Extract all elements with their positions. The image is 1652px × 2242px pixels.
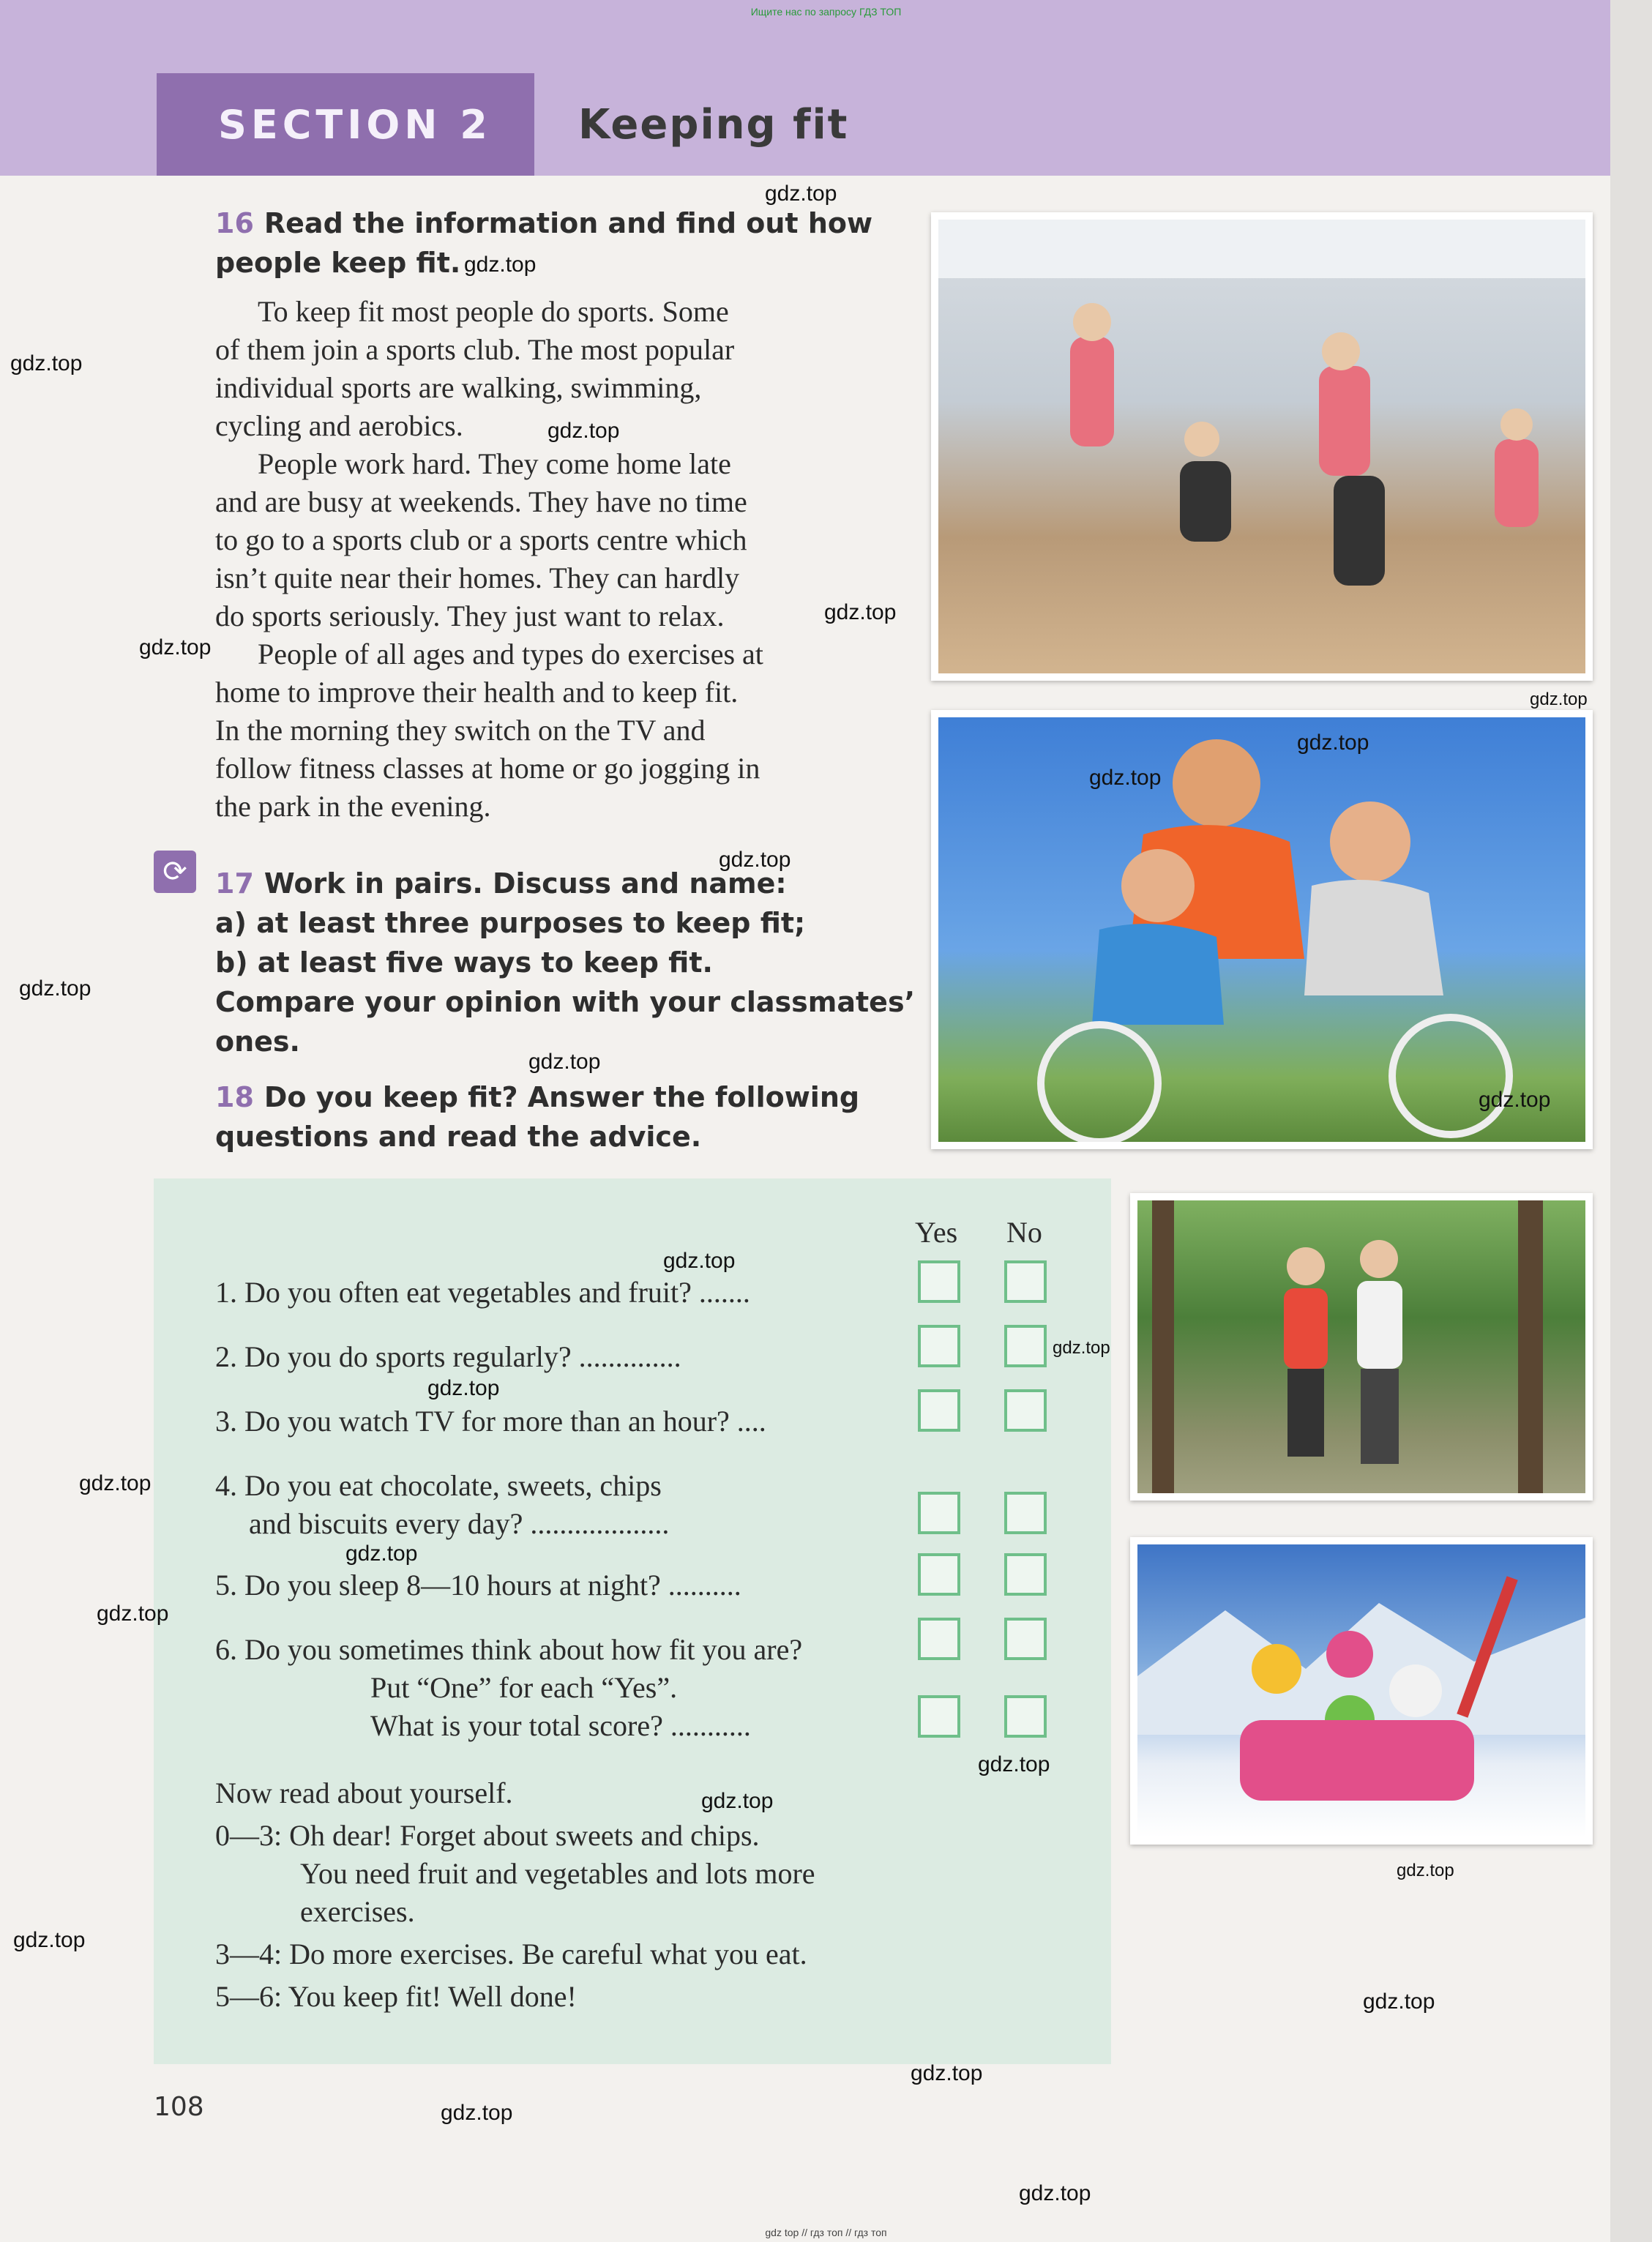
watermark: gdz.top — [139, 635, 212, 659]
family-cycling-photo — [931, 710, 1593, 1149]
text-line: do sports seriously. They just want to relax. — [215, 599, 725, 632]
task18-instruction-l2: questions and read the advice. — [215, 1121, 702, 1153]
read-about-yourself: Now read about yourself. — [215, 1776, 513, 1809]
task18-instruction-l1: Do you keep fit? Answer the following — [264, 1081, 860, 1113]
skiers-icon — [1137, 1544, 1585, 1837]
watermark: gdz.top — [1397, 1861, 1454, 1880]
quiz-question-3: 3. Do you watch TV for more than an hour? .... — [215, 1405, 766, 1438]
task18-number: 18 — [215, 1081, 254, 1113]
task16-heading — [215, 203, 872, 283]
watermark: gdz.top — [547, 419, 620, 443]
quiz-question-6: 6. Do you sometimes think about how fit you are? — [215, 1633, 803, 1666]
result-0-3-cont2: exercises. — [300, 1895, 415, 1928]
text-line: the park in the evening. — [215, 790, 491, 823]
joggers-icon — [1137, 1200, 1585, 1493]
watermark: gdz.top — [911, 2061, 983, 2085]
task17-line: Work in pairs. Discuss and name: — [264, 867, 787, 900]
q5-yes-checkbox[interactable] — [918, 1553, 960, 1596]
task16-text — [215, 293, 837, 826]
result-0-3-cont: You need fruit and vegetables and lots more — [300, 1857, 815, 1890]
task17-line: b) at least five ways to keep fit. — [215, 946, 713, 979]
text-line: cycling and aerobics. — [215, 409, 463, 442]
text-line: follow fitness classes at home or go jogging in — [215, 752, 760, 785]
watermark: gdz.top — [427, 1376, 500, 1400]
text-line: to go to a sports club or a sports centre which — [215, 523, 747, 556]
watermark: gdz.top — [79, 1471, 152, 1495]
result-3-4: 3—4: Do more exercises. Be careful what you eat. — [215, 1938, 807, 1970]
bottom-note: gdz top // гдз топ // гдз топ — [765, 2227, 887, 2238]
q6-yes-checkbox[interactable] — [918, 1618, 960, 1660]
text-line: People of all ages and types do exercises at — [258, 638, 763, 670]
watermark: gdz.top — [978, 1752, 1050, 1776]
q4-no-checkbox[interactable] — [1004, 1492, 1047, 1534]
q1-no-checkbox[interactable] — [1004, 1260, 1047, 1303]
page-number: 108 — [154, 2092, 204, 2122]
text-line: In the morning they switch on the TV and — [215, 714, 706, 747]
q2-yes-checkbox[interactable] — [918, 1325, 960, 1367]
q5-no-checkbox[interactable] — [1004, 1553, 1047, 1596]
q2-no-checkbox[interactable] — [1004, 1325, 1047, 1367]
q3-no-checkbox[interactable] — [1004, 1389, 1047, 1432]
watermark: gdz.top — [824, 600, 897, 624]
quiz-question-1: 1. Do you often eat vegetables and fruit? ....... — [215, 1276, 750, 1309]
task18-heading — [215, 1077, 859, 1157]
text-line: isn’t quite near their homes. They can hardly — [215, 561, 740, 594]
score-instruction: Put “One” for each “Yes”. — [370, 1671, 678, 1704]
watermark: gdz.top — [97, 1602, 169, 1626]
q6-no-checkbox[interactable] — [1004, 1618, 1047, 1660]
watermark: gdz.top — [13, 1928, 86, 1952]
text-line: individual sports are walking, swimming, — [215, 371, 702, 404]
no-column-label: No — [1006, 1216, 1042, 1249]
aerobics-class-photo — [931, 212, 1593, 681]
section-tab — [157, 73, 534, 176]
section-label: SECTION 2 — [218, 101, 492, 148]
watermark: gdz.top — [1479, 1088, 1551, 1112]
watermark: gdz.top — [1297, 730, 1369, 755]
score-question: What is your total score? ........... — [370, 1709, 751, 1742]
q3-yes-checkbox[interactable] — [918, 1389, 960, 1432]
task16-number: 16 — [215, 207, 254, 239]
task17-line: a) at least three purposes to keep fit; — [215, 907, 806, 939]
text-line: and are busy at weekends. They have no time — [215, 485, 747, 518]
score-yes-box[interactable] — [918, 1695, 960, 1738]
watermark: gdz.top — [464, 253, 537, 277]
watermark: gdz.top — [1530, 690, 1588, 709]
task17-block — [215, 864, 915, 1061]
quiz-question-4: 4. Do you eat chocolate, sweets, chips — [215, 1469, 662, 1502]
watermark: gdz.top — [765, 182, 837, 206]
text-line: People work hard. They come home late — [258, 447, 731, 480]
watermark: gdz.top — [441, 2101, 513, 2125]
watermark: gdz.top — [719, 848, 791, 872]
watermark: gdz.top — [663, 1249, 736, 1273]
cyclists-icon — [938, 717, 1585, 1142]
watermark: gdz.top — [528, 1050, 601, 1074]
couple-jogging-photo — [1130, 1193, 1593, 1501]
result-0-3: 0—3: Oh dear! Forget about sweets and chips. — [215, 1819, 760, 1852]
watermark: gdz.top — [1019, 2181, 1091, 2205]
quiz-question-5: 5. Do you sleep 8—10 hours at night? .......... — [215, 1569, 741, 1602]
task16-instruction-l1: Read the information and find out how — [264, 207, 873, 239]
text-line: of them join a sports club. The most popular — [215, 333, 735, 366]
watermark: gdz.top — [1089, 766, 1162, 790]
watermark: gdz.top — [701, 1789, 774, 1813]
aerobics-figures-icon — [938, 220, 1585, 673]
task16-instruction-l2: people keep fit. — [215, 247, 461, 279]
watermark: gdz.top — [345, 1542, 418, 1566]
watermark: gdz.top — [19, 976, 91, 1001]
task17-number: 17 — [215, 867, 254, 900]
q4-yes-checkbox[interactable] — [918, 1492, 960, 1534]
text-line: home to improve their health and to keep fit. — [215, 676, 739, 709]
q1-yes-checkbox[interactable] — [918, 1260, 960, 1303]
page-edge — [1610, 0, 1652, 2242]
family-skiing-photo — [1130, 1537, 1593, 1845]
text-line: To keep fit most people do sports. Some — [258, 295, 729, 328]
yes-column-label: Yes — [915, 1216, 958, 1249]
watermark: gdz.top — [10, 351, 83, 375]
page-title: Keeping fit — [578, 101, 849, 149]
quiz-question-2: 2. Do you do sports regularly? .............. — [215, 1340, 681, 1373]
task17-line: ones. — [215, 1025, 300, 1058]
quiz-question-4-cont: and biscuits every day? ................... — [249, 1507, 670, 1540]
score-no-box[interactable] — [1004, 1695, 1047, 1738]
top-note: Ищите нас по запросу ГДЗ ТОП — [750, 6, 902, 18]
watermark: gdz.top — [1053, 1338, 1110, 1358]
watermark: gdz.top — [1363, 1989, 1435, 2014]
pair-work-icon: ⟳ — [154, 851, 196, 893]
task17-line: Compare your opinion with your classmates’ — [215, 986, 916, 1018]
result-5-6: 5—6: You keep fit! Well done! — [215, 1980, 577, 2013]
